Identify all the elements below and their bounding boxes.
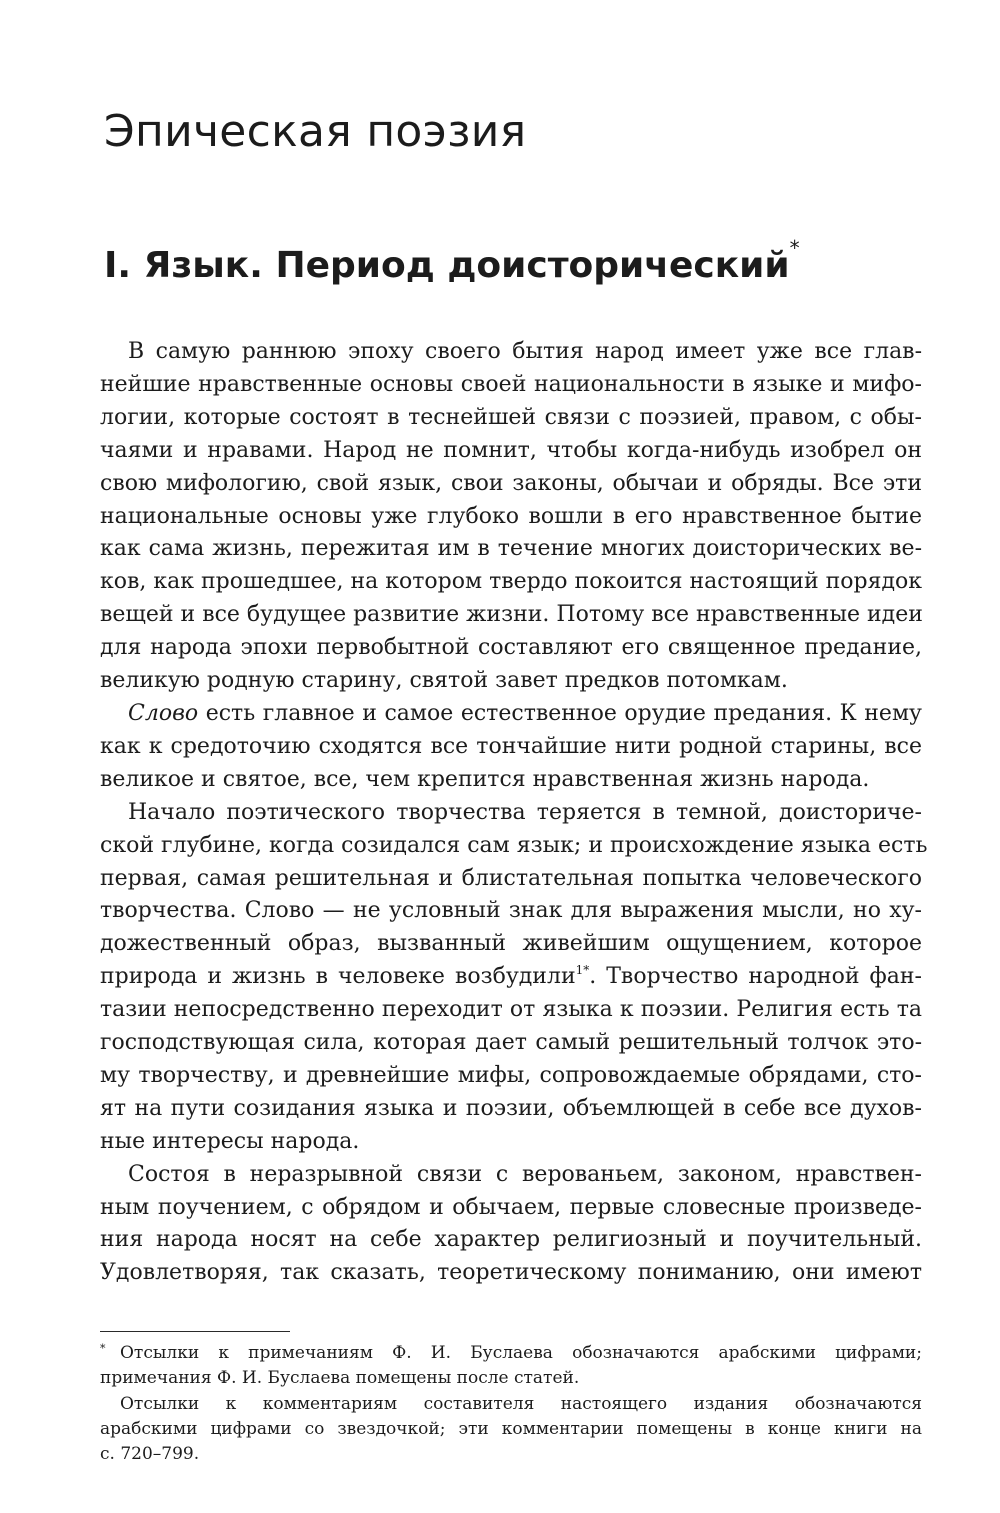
text-line: нейшие нравственные основы своей национальности в языке и мифо- (100, 371, 922, 397)
text-line: ской глубине, когда созидался сам язык; и происхождение языка есть (100, 832, 928, 858)
text-line: В самую раннюю эпоху своего бытия народ имеет уже все глав- (128, 339, 922, 364)
text-line: свою мифологию, свой язык, свои законы, обычаи и обряды. Все эти (100, 470, 922, 496)
text-line: ков, как прошедшее, на котором твердо покоится настоящий порядок (100, 569, 923, 595)
text-fragment: природа и жизнь в человеке возбудили (100, 964, 576, 990)
paragraph-1 (100, 336, 922, 698)
paragraph-2 (100, 698, 922, 797)
text-line: тазии непосредственно переходит от языка к поэзии. Религия есть та (100, 997, 922, 1023)
book-page (100, 0, 928, 1513)
footnote-line: Отсылки к комментариям составителя настоящего издания обозначаются (120, 1393, 922, 1414)
footnote-text: Отсылки к примечаниям Ф. И. Буслаева обозначаются арабскими цифрами; (120, 1343, 922, 1363)
section-footnote-mark: * (789, 236, 800, 260)
footnotes (100, 1341, 922, 1467)
text-line: национальные основы уже глубоко вошли в его нравственное бытие (100, 503, 922, 529)
footnote-line: арабскими цифрами со звездочкой; эти комментарии помещены в конце книги на (100, 1418, 922, 1439)
text-line: Состоя в неразрывной связи с верованьем, законом, нравствен- (128, 1161, 922, 1187)
text-fragment: есть главное и самое естественное орудие предания. К нему (198, 700, 922, 726)
text-line: великое и святое, все, чем крепится нравственная жизнь народа. (100, 766, 870, 792)
text-line: как сама жизнь, пережитая им в течение многих доисторических ве- (100, 536, 922, 562)
body-text (100, 336, 928, 1290)
text-line: Начало поэтического творчества теряется в темной, доисториче- (128, 799, 922, 825)
paragraph-3 (100, 797, 928, 1159)
chapter-title: Эпическая поэзия (104, 106, 527, 157)
text-line: чаями и нравами. Народ не помнит, чтобы когда-нибудь изобрел он (100, 437, 922, 463)
text-line: ным поучением, с обрядом и обычаем, первые словесные произведе- (100, 1194, 922, 1220)
text-line: господствующая сила, которая дает самый решительный толчок это- (100, 1030, 922, 1056)
footnote-divider (100, 1331, 290, 1332)
text-line: ные интересы народа. (100, 1128, 360, 1154)
text-fragment: . Творчество народной фан- (589, 964, 922, 990)
text-line: для народа эпохи первобытной составляют его священное предание, (100, 635, 922, 661)
text-line (100, 961, 922, 994)
text-line: Удовлетворяя, так сказать, теоретическому пониманию, они имеют (100, 1260, 922, 1286)
text-line: му творчеству, и древнейшие мифы, сопровождаемые обрядами, сто- (100, 1062, 922, 1088)
text-line: логии, которые состоят в теснейшей связи с поэзией, правом, с обы- (100, 404, 922, 430)
footnote-line: * Отсылки к примечаниям Ф. И. Буслаева обозначаются арабскими цифрами; (100, 1342, 922, 1363)
text-line: великую родную старину, святой завет предков потомкам. (100, 668, 788, 694)
section-title: I. Язык. Период доисторический (104, 245, 790, 286)
text-line: творчества. Слово — не условный знак для выражения мысли, но ху- (100, 898, 922, 924)
text-line: дожественный образ, вызванный живейшим ощущением, которое (100, 931, 922, 957)
paragraph-4 (100, 1159, 922, 1291)
text-line: первая, самая решительная и блистательная попытка человеческого (100, 865, 922, 891)
text-line: как к средоточию сходятся все тончайшие нити родной старины, все (100, 733, 922, 759)
footnote-line: примечания Ф. И. Буслаева помещены после статей. (100, 1368, 580, 1389)
text-line (100, 698, 922, 731)
text-line: вещей и все будущее развитие жизни. Потому все нравственные идеи (100, 602, 923, 628)
text-line: ния народа носят на себе характер религиозный и поучительный. (100, 1227, 922, 1253)
section-heading (104, 238, 800, 294)
text-line: ят на пути созидания языка и поэзии, объемлющей в себе все духов- (100, 1095, 922, 1121)
commentary-ref: 1* (575, 963, 590, 978)
footnote-line: с. 720–799. (100, 1444, 200, 1465)
italic-word: Слово (128, 700, 199, 726)
